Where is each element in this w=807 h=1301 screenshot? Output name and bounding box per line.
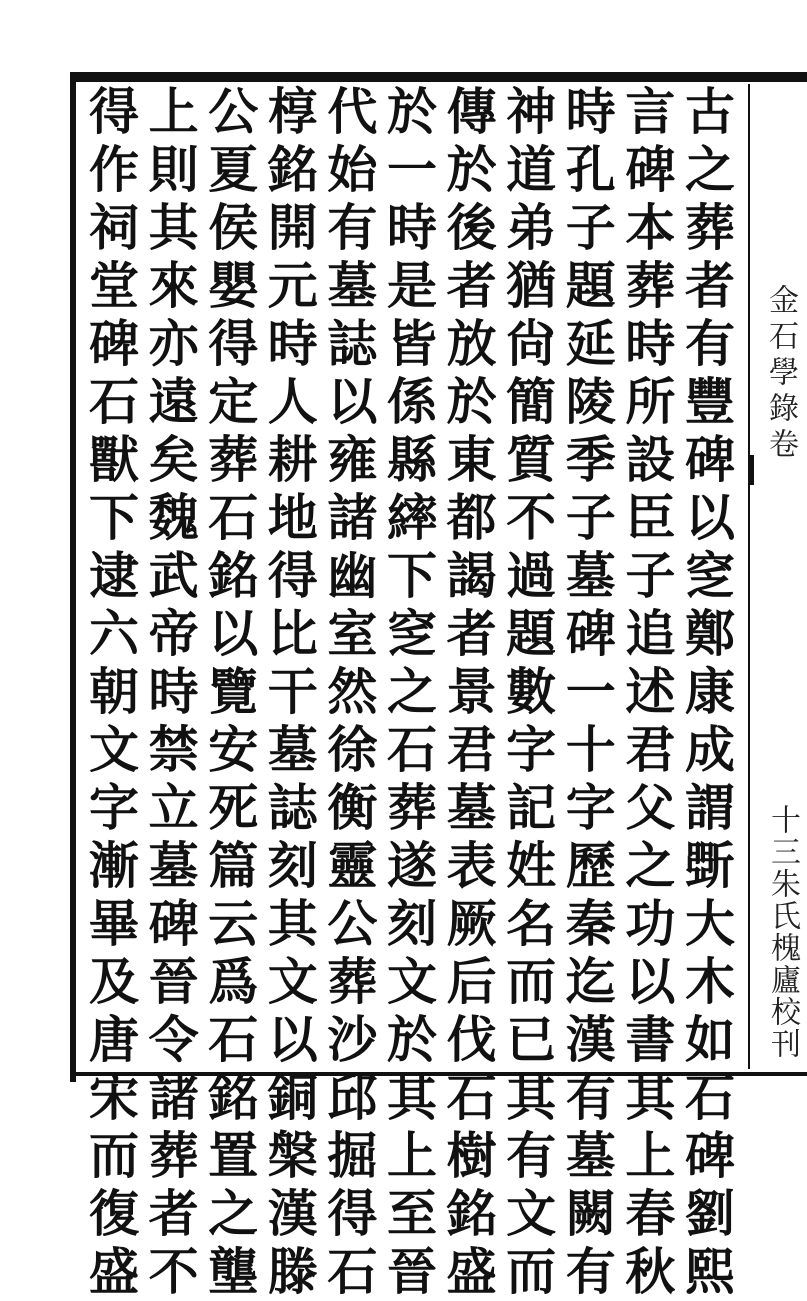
character: 有: [327, 198, 378, 257]
character: 漢: [267, 1184, 318, 1243]
character: 碑: [148, 894, 199, 953]
character: 簡: [506, 372, 557, 431]
character: 漢: [565, 1010, 616, 1069]
character: 文: [386, 952, 437, 1011]
character: 滕: [267, 1242, 318, 1301]
character: 刻: [267, 836, 318, 895]
character: 公: [208, 82, 259, 141]
character: 誌: [267, 778, 318, 837]
character: 大: [684, 894, 735, 953]
character: 逮: [89, 546, 139, 605]
character: 厥: [446, 894, 497, 953]
character: 神: [506, 82, 557, 141]
character: 有: [565, 1242, 616, 1301]
character: 葬: [684, 198, 735, 257]
character: 盛: [446, 1242, 497, 1301]
character: 得: [208, 314, 259, 373]
character: 墓: [446, 778, 497, 837]
margin-column: [748, 84, 802, 1069]
character: 係: [386, 372, 437, 431]
character: 然: [327, 662, 378, 721]
character: 令: [148, 1010, 199, 1069]
character: 亦: [148, 314, 199, 373]
character: 公: [327, 894, 378, 953]
character: 時: [148, 662, 199, 721]
character: 葬: [327, 952, 378, 1011]
character: 而: [506, 952, 557, 1011]
character: 有: [565, 1068, 616, 1127]
text-column: [86, 82, 142, 1301]
character: 康: [684, 662, 735, 721]
character: 得: [267, 546, 318, 605]
character: 則: [148, 140, 199, 199]
character: 鄭: [684, 604, 735, 663]
character: 下: [386, 546, 437, 605]
character: 元: [267, 256, 318, 315]
character: 者: [446, 256, 497, 315]
character: 於: [446, 140, 497, 199]
character: 諸: [148, 1068, 199, 1127]
character: 過: [506, 546, 557, 605]
character: 刻: [386, 894, 437, 953]
character: 者: [684, 256, 735, 315]
character: 得: [327, 1184, 378, 1243]
chapter-title: 金石學錄卷: [763, 284, 798, 464]
character: 者: [148, 1184, 199, 1243]
character: 碑: [684, 1126, 735, 1185]
character: 父: [625, 778, 676, 837]
character: 姓: [506, 836, 557, 895]
character: 皆: [386, 314, 437, 373]
character: 文: [267, 952, 318, 1011]
character: 墓: [565, 1126, 616, 1185]
character: 作: [89, 140, 139, 199]
character: 魏: [148, 488, 199, 547]
character: 其: [625, 1068, 676, 1127]
character: 表: [446, 836, 497, 895]
character: 豐: [684, 372, 735, 431]
character: 銘: [208, 546, 259, 605]
character: 葬: [625, 256, 676, 315]
character: 君: [446, 720, 497, 779]
character: 追: [625, 604, 676, 663]
text-column: [622, 82, 678, 1301]
character: 都: [446, 488, 497, 547]
character: 耕: [267, 430, 318, 489]
character: 其: [386, 1068, 437, 1127]
character: 夏: [208, 140, 259, 199]
character: 武: [148, 546, 199, 605]
character: 時: [565, 82, 616, 141]
character: 獸: [89, 430, 139, 489]
character: 本: [625, 198, 676, 257]
character: 題: [565, 256, 616, 315]
character: 遂: [386, 836, 437, 895]
character: 以: [684, 488, 735, 547]
character: 有: [506, 1126, 557, 1185]
text-column: [563, 82, 619, 1301]
text-column: [444, 82, 500, 1301]
character: 設: [625, 430, 676, 489]
character: 始: [327, 140, 378, 199]
character: 已: [506, 1010, 557, 1069]
character: 猶: [506, 256, 557, 315]
text-column: [265, 82, 321, 1301]
character: 諸: [327, 488, 378, 547]
character: 碑: [89, 314, 139, 373]
character: 斲: [684, 836, 735, 895]
character: 之: [208, 1184, 259, 1243]
character: 碑: [625, 140, 676, 199]
character: 侯: [208, 198, 259, 257]
character: 唐: [89, 1010, 139, 1069]
character: 字: [506, 720, 557, 779]
character: 上: [148, 82, 199, 141]
character: 朝: [89, 662, 139, 721]
character: 述: [625, 662, 676, 721]
character: 宋: [89, 1068, 139, 1127]
text-column: [146, 82, 202, 1301]
character: 盛: [89, 1242, 139, 1301]
character: 六: [89, 604, 139, 663]
character: 延: [565, 314, 616, 373]
character: 春: [625, 1184, 676, 1243]
character: 來: [148, 256, 199, 315]
character: 禁: [148, 720, 199, 779]
character: 安: [208, 720, 259, 779]
character: 數: [506, 662, 557, 721]
character: 石: [208, 1010, 259, 1069]
character: 秦: [565, 894, 616, 953]
character: 爲: [208, 952, 259, 1011]
character: 於: [386, 82, 437, 141]
character: 有: [684, 314, 735, 373]
character: 后: [446, 952, 497, 1011]
character: 書: [625, 1010, 676, 1069]
character: 窆: [386, 604, 437, 663]
character: 云: [208, 894, 259, 953]
character: 葬: [386, 778, 437, 837]
character: 畢: [89, 894, 139, 953]
character: 雍: [327, 430, 378, 489]
character: 秋: [625, 1242, 676, 1301]
character: 文: [506, 1184, 557, 1243]
character: 繂: [386, 488, 437, 547]
character: 字: [89, 778, 139, 837]
character: 墓: [267, 720, 318, 779]
body-text: [86, 82, 738, 1301]
character: 衡: [327, 778, 378, 837]
character: 功: [625, 894, 676, 953]
character: 以: [625, 952, 676, 1011]
character: 季: [565, 430, 616, 489]
character: 其: [506, 1068, 557, 1127]
character: 謂: [684, 778, 735, 837]
character: 遠: [148, 372, 199, 431]
character: 晉: [386, 1242, 437, 1301]
character: 字: [565, 778, 616, 837]
character: 墓: [148, 836, 199, 895]
character: 定: [208, 372, 259, 431]
character: 漸: [89, 836, 139, 895]
character: 幽: [327, 546, 378, 605]
character: 東: [446, 430, 497, 489]
character: 掘: [327, 1126, 378, 1185]
character: 葬: [148, 1126, 199, 1185]
character: 銘: [267, 140, 318, 199]
character: 比: [267, 604, 318, 663]
character: 熙: [684, 1242, 735, 1301]
character: 名: [506, 894, 557, 953]
character: 不: [506, 488, 557, 547]
text-column: [324, 82, 380, 1301]
character: 碑: [684, 430, 735, 489]
character: 邱: [327, 1068, 378, 1127]
character: 帝: [148, 604, 199, 663]
character: 時: [625, 314, 676, 373]
character: 立: [148, 778, 199, 837]
character: 縣: [386, 430, 437, 489]
text-column: [205, 82, 261, 1301]
character: 銘: [208, 1068, 259, 1127]
character: 開: [267, 198, 318, 257]
character: 時: [386, 198, 437, 257]
character: 如: [684, 1010, 735, 1069]
character: 尙: [506, 314, 557, 373]
character: 干: [267, 662, 318, 721]
character: 嬰: [208, 256, 259, 315]
character: 得: [89, 82, 139, 141]
character: 所: [625, 372, 676, 431]
text-column: [503, 82, 559, 1301]
character: 者: [446, 604, 497, 663]
character: 銅: [267, 1068, 318, 1127]
character: 劉: [684, 1184, 735, 1243]
character: 窆: [684, 546, 735, 605]
character: 葬: [208, 430, 259, 489]
character: 之: [684, 140, 735, 199]
character: 後: [446, 198, 497, 257]
character: 椁: [267, 82, 318, 141]
character: 謁: [446, 546, 497, 605]
character: 石: [327, 1242, 378, 1301]
character: 下: [89, 488, 139, 547]
character: 至: [386, 1184, 437, 1243]
character: 君: [625, 720, 676, 779]
character: 古: [684, 82, 735, 141]
character: 及: [89, 952, 139, 1011]
character: 十: [565, 720, 616, 779]
character: 子: [625, 546, 676, 605]
character: 歷: [565, 836, 616, 895]
character: 死: [208, 778, 259, 837]
character: 臣: [625, 488, 676, 547]
character: 傳: [446, 82, 497, 141]
character: 木: [684, 952, 735, 1011]
character: 石: [684, 1068, 735, 1127]
character: 樹: [446, 1126, 497, 1185]
character: 伐: [446, 1010, 497, 1069]
character: 墓: [327, 256, 378, 315]
character: 迄: [565, 952, 616, 1011]
character: 言: [625, 82, 676, 141]
character: 時: [267, 314, 318, 373]
character: 堂: [89, 256, 139, 315]
character: 覽: [208, 662, 259, 721]
character: 於: [446, 372, 497, 431]
character: 一: [565, 662, 616, 721]
character: 以: [208, 604, 259, 663]
character: 沙: [327, 1010, 378, 1069]
character: 文: [89, 720, 139, 779]
text-column: [682, 82, 738, 1301]
character: 闕: [565, 1184, 616, 1243]
character: 於: [386, 1010, 437, 1069]
character: 銘: [446, 1184, 497, 1243]
character: 不: [148, 1242, 199, 1301]
character: 誌: [327, 314, 378, 373]
character: 成: [684, 720, 735, 779]
character: 石: [386, 720, 437, 779]
character: 祠: [89, 198, 139, 257]
character: 槃: [267, 1126, 318, 1185]
character: 其: [267, 894, 318, 953]
left-border-rule: [70, 72, 76, 1082]
character: 墓: [565, 546, 616, 605]
character: 石: [89, 372, 139, 431]
character: 石: [446, 1068, 497, 1127]
character: 是: [386, 256, 437, 315]
character: 以: [327, 372, 378, 431]
character: 子: [565, 488, 616, 547]
character: 陵: [565, 372, 616, 431]
character: 上: [625, 1126, 676, 1185]
character: 上: [386, 1126, 437, 1185]
character: 徐: [327, 720, 378, 779]
character: 景: [446, 662, 497, 721]
character: 室: [327, 604, 378, 663]
character: 地: [267, 488, 318, 547]
character: 代: [327, 82, 378, 141]
character: 之: [386, 662, 437, 721]
character: 質: [506, 430, 557, 489]
character: 放: [446, 314, 497, 373]
character: 置: [208, 1126, 259, 1185]
character: 靈: [327, 836, 378, 895]
character: 碑: [565, 604, 616, 663]
character: 子: [565, 198, 616, 257]
character: 之: [625, 836, 676, 895]
character: 以: [267, 1010, 318, 1069]
character: 記: [506, 778, 557, 837]
character: 壟: [208, 1242, 259, 1301]
character: 篇: [208, 836, 259, 895]
text-column: [384, 82, 440, 1301]
character: 一: [386, 140, 437, 199]
character: 人: [267, 372, 318, 431]
character: 題: [506, 604, 557, 663]
character: 弟: [506, 198, 557, 257]
character: 道: [506, 140, 557, 199]
character: 其: [148, 198, 199, 257]
margin-marker: [748, 455, 754, 485]
character: 晉: [148, 952, 199, 1011]
top-border-rule: [72, 72, 807, 82]
character: 而: [89, 1126, 139, 1185]
character: 石: [208, 488, 259, 547]
publisher-note: 十三朱氏槐廬校刊: [765, 804, 800, 1060]
character: 而: [506, 1242, 557, 1301]
character: 復: [89, 1184, 139, 1243]
character: 矣: [148, 430, 199, 489]
character: 孔: [565, 140, 616, 199]
